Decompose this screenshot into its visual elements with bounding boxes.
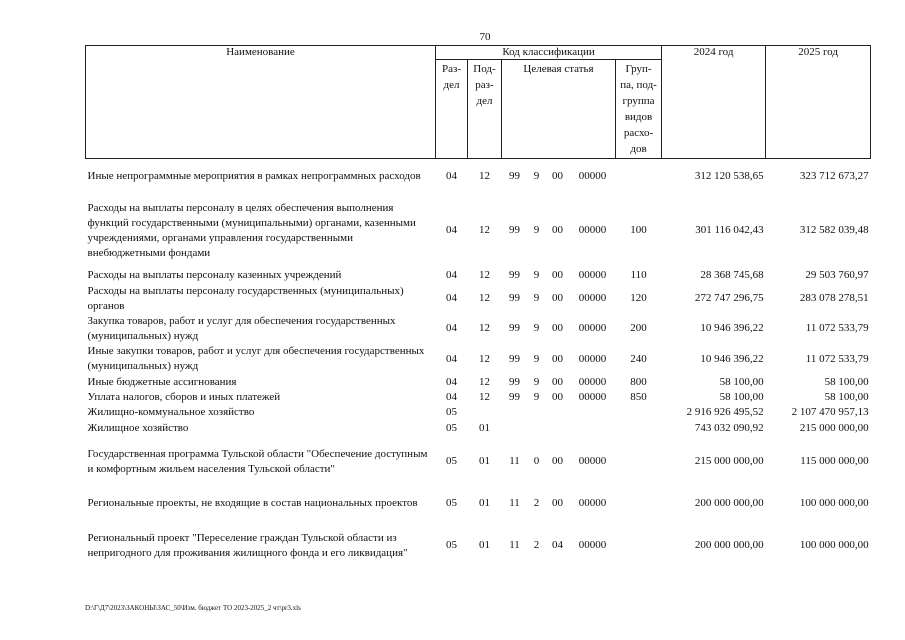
subprogram-code: 9 — [533, 170, 540, 183]
row-name: Расходы на выплаты персоналу казенных учреждений — [87, 268, 342, 281]
table-body — [86, 159, 871, 571]
table-row — [86, 344, 871, 375]
structural-code: 00 — [552, 322, 563, 334]
direction-code: 00000 — [578, 322, 607, 334]
amount-2025: 11 072 533,79 — [805, 352, 869, 365]
subprogram-code — [528, 405, 546, 421]
amount-2024: 743 032 090,92 — [694, 422, 764, 434]
amount-2025: 100 000 000,00 — [799, 539, 869, 551]
section-code: 04 — [446, 170, 457, 183]
subprogram-code: 2 — [533, 497, 540, 509]
amount-2025: 11 072 533,79 — [805, 322, 869, 334]
budget-table — [85, 45, 871, 571]
expense-type-code: 200 — [630, 322, 647, 334]
amount-2025: 323 712 673,27 — [799, 170, 869, 183]
section-code: 04 — [446, 390, 457, 403]
section-code: 04 — [446, 292, 457, 304]
section-code: 05 — [446, 422, 457, 434]
amount-2024: 2 916 926 495,52 — [686, 406, 764, 418]
subprogram-code — [528, 421, 546, 437]
subprogram-code: 9 — [533, 292, 540, 304]
subprogram-code: 9 — [533, 224, 540, 236]
row-name: Иные закупки товаров, работ и услуг для обеспечения государственных (муниципальных) нужд — [87, 345, 425, 372]
header-code: Код классификации — [436, 46, 662, 60]
subsection-code: 12 — [479, 268, 490, 281]
header-section: Раз- дел — [436, 60, 468, 159]
subsection-code: 12 — [479, 322, 490, 334]
direction-code: 00000 — [578, 268, 607, 281]
header-year-2024: 2024 год — [662, 46, 766, 159]
structural-code: 04 — [552, 539, 563, 551]
header-year-2025: 2025 год — [766, 46, 871, 159]
amount-2025: 215 000 000,00 — [799, 422, 869, 434]
section-code: 04 — [446, 322, 457, 334]
subprogram-code: 2 — [533, 539, 540, 551]
amount-2025: 58 100,00 — [824, 375, 869, 388]
program-code: 99 — [509, 390, 520, 403]
direction-code — [570, 421, 616, 437]
direction-code: 00000 — [578, 170, 607, 183]
section-code: 04 — [446, 268, 457, 281]
row-name: Жилищное хозяйство — [87, 422, 189, 434]
direction-code: 00000 — [578, 455, 607, 467]
program-code: 99 — [509, 352, 520, 365]
amount-2024: 200 000 000,00 — [694, 539, 764, 551]
structural-code: 00 — [552, 455, 563, 467]
table-row — [86, 437, 871, 487]
row-name: Расходы на выплаты персоналу государственных (муниципальных) органов — [87, 284, 404, 312]
row-name: Региональные проекты, не входящие в состав национальных проектов — [87, 497, 418, 509]
expense-type-code — [616, 421, 662, 437]
row-name: Государственная программа Тульской области "Обеспечение доступным и комфортным жильем населения Тульской области" — [87, 447, 428, 475]
expense-type-code — [616, 159, 662, 195]
expense-type-code — [616, 437, 662, 487]
program-code — [502, 421, 528, 437]
program-code: 99 — [509, 268, 520, 281]
program-code: 99 — [509, 292, 520, 304]
amount-2024: 28 368 745,68 — [700, 268, 764, 281]
direction-code: 00000 — [578, 352, 607, 365]
table-row — [86, 314, 871, 344]
amount-2025: 312 582 039,48 — [799, 224, 869, 236]
expense-type-code — [616, 487, 662, 521]
header-target-article: Целевая статья — [502, 60, 616, 159]
page-number: 70 — [479, 31, 491, 43]
expense-type-code: 240 — [630, 352, 647, 365]
direction-code: 00000 — [578, 539, 607, 551]
expense-type-code: 850 — [630, 390, 647, 403]
direction-code: 00000 — [578, 292, 607, 304]
table-header — [86, 46, 871, 159]
row-name: Жилищно-коммунальное хозяйство — [87, 406, 255, 418]
amount-2024: 200 000 000,00 — [694, 497, 764, 509]
header-name: Наименование — [86, 46, 436, 159]
amount-2024: 215 000 000,00 — [694, 455, 764, 467]
amount-2024: 10 946 396,22 — [700, 322, 764, 334]
footer-file-path: D:\Г\Д7\2023\ЗАКОНЫ\ЗАС_50\Изм. бюджет ТО 2023-2025_2 чт\pr3.xls — [85, 604, 301, 612]
subprogram-code: 0 — [533, 455, 540, 467]
subsection-code: 01 — [479, 455, 490, 467]
structural-code: 00 — [552, 170, 563, 183]
subprogram-code: 9 — [533, 390, 540, 403]
expense-type-code — [616, 405, 662, 421]
amount-2024: 10 946 396,22 — [700, 352, 764, 365]
expense-type-code: 800 — [630, 375, 647, 388]
program-code: 99 — [509, 322, 520, 334]
subsection-code: 01 — [479, 497, 490, 509]
expense-type-code: 120 — [630, 292, 647, 304]
amount-2025: 115 000 000,00 — [800, 455, 869, 467]
table-row — [86, 267, 871, 284]
structural-code: 00 — [552, 497, 563, 509]
program-code: 11 — [509, 497, 520, 509]
direction-code — [570, 405, 616, 421]
amount-2025: 58 100,00 — [824, 390, 869, 403]
structural-code: 00 — [552, 352, 563, 365]
expense-type-code: 100 — [630, 224, 647, 236]
structural-code: 00 — [552, 224, 563, 236]
expense-type-code — [616, 521, 662, 571]
table-row — [86, 375, 871, 390]
header-expense-group: Груп- па, под- группа видов расхо- дов — [616, 60, 662, 159]
program-code: 99 — [509, 224, 520, 236]
subprogram-code: 9 — [533, 375, 540, 388]
program-code: 99 — [509, 375, 520, 388]
structural-code: 00 — [552, 390, 563, 403]
subsection-code: 01 — [479, 422, 490, 434]
table-row — [86, 405, 871, 421]
structural-code — [546, 421, 570, 437]
row-name: Региональный проект "Переселение граждан Тульской области из непригодного для проживания жилищного фонда и его ликвидация" — [87, 531, 408, 559]
row-name: Уплата налогов, сборов и иных платежей — [87, 390, 281, 403]
subsection-code: 12 — [479, 170, 490, 183]
table-row — [86, 195, 871, 267]
structural-code: 00 — [552, 292, 563, 304]
section-code: 05 — [446, 497, 457, 509]
section-code: 05 — [446, 539, 457, 551]
amount-2025: 29 503 760,97 — [805, 268, 869, 281]
amount-2024: 58 100,00 — [719, 375, 764, 388]
amount-2025: 100 000 000,00 — [799, 497, 869, 509]
direction-code: 00000 — [578, 497, 607, 509]
expense-type-code: 110 — [630, 268, 647, 281]
subprogram-code: 9 — [533, 352, 540, 365]
header-subsection: Под- раз- дел — [468, 60, 502, 159]
amount-2025: 2 107 470 957,13 — [791, 406, 869, 418]
section-code: 04 — [446, 224, 457, 236]
amount-2024: 272 747 296,75 — [694, 292, 764, 304]
table-row — [86, 421, 871, 437]
amount-2024: 301 116 042,43 — [695, 224, 764, 236]
row-name: Расходы на выплаты персоналу в целях обеспечения выполнения функций государственными (муниципальными) органами, казенными учреждениями, органами управления государственными внебюджетными фондами — [87, 201, 416, 259]
direction-code: 00000 — [578, 390, 607, 403]
subsection-code: 12 — [479, 390, 490, 403]
subsection-code: 12 — [479, 352, 490, 365]
table-row — [86, 159, 871, 195]
structural-code: 00 — [552, 268, 563, 281]
structural-code: 00 — [552, 375, 563, 388]
structural-code — [546, 405, 570, 421]
program-code — [502, 405, 528, 421]
amount-2024: 58 100,00 — [719, 390, 764, 403]
program-code: 99 — [509, 170, 520, 183]
section-code: 04 — [446, 375, 457, 388]
section-code: 05 — [446, 406, 457, 418]
subsection-code: 12 — [479, 292, 490, 304]
subprogram-code: 9 — [533, 268, 540, 281]
row-name: Иные бюджетные ассигнования — [87, 375, 237, 388]
amount-2025: 283 078 278,51 — [799, 292, 869, 304]
program-code: 11 — [509, 539, 520, 551]
subsection-code: 01 — [479, 539, 490, 551]
table-row — [86, 521, 871, 571]
section-code: 04 — [446, 352, 457, 365]
direction-code: 00000 — [578, 375, 607, 388]
table-row — [86, 284, 871, 314]
subprogram-code: 9 — [533, 322, 540, 334]
amount-2024: 312 120 538,65 — [694, 170, 764, 183]
table-row — [86, 390, 871, 405]
subsection-code — [468, 405, 502, 421]
subsection-code: 12 — [479, 375, 490, 388]
program-code: 11 — [509, 455, 520, 467]
subsection-code: 12 — [479, 224, 490, 236]
section-code: 05 — [446, 455, 457, 467]
direction-code: 00000 — [578, 224, 607, 236]
table-row — [86, 487, 871, 521]
row-name: Иные непрограммные мероприятия в рамках непрограммных расходов — [87, 170, 421, 183]
row-name: Закупка товаров, работ и услуг для обеспечения государственных (муниципальных) нужд — [87, 314, 396, 342]
